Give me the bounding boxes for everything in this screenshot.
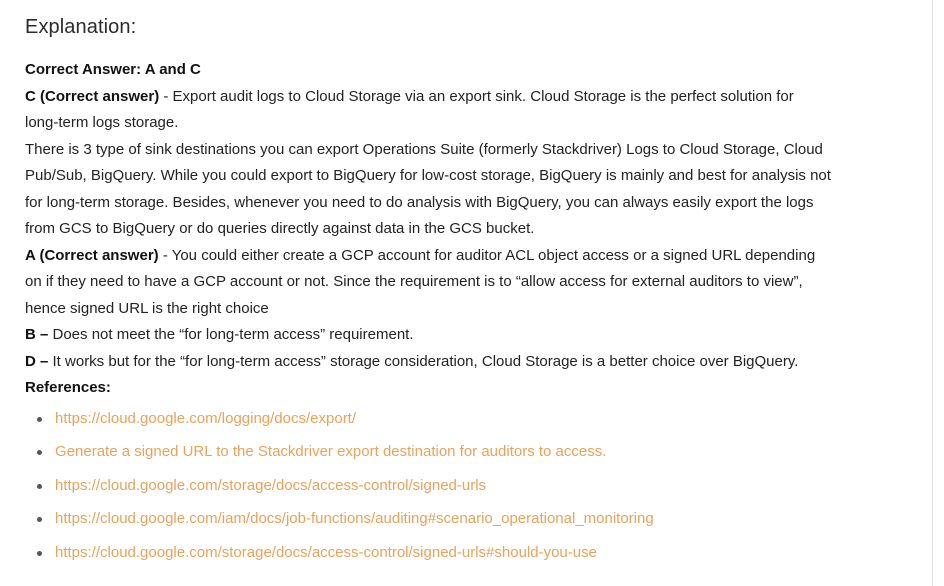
references-list — [25, 406, 885, 574]
option-a-label: A (Correct answer) — [25, 246, 159, 264]
explanation-body — [25, 57, 885, 573]
option-c-text-1: - Export audit logs to Cloud Storage via an export sink. Cloud Storage is the perfect solution for — [159, 87, 794, 105]
option-c-line-1 — [25, 84, 885, 111]
reference-link-iam-auditing[interactable]: https://cloud.google.com/iam/docs/job-functions/auditing#scenario_operational_monitoring — [55, 510, 654, 527]
list-item — [25, 439, 885, 473]
option-b-label: B – — [25, 326, 49, 343]
bullet-icon — [37, 517, 42, 522]
option-d-text: It works but for the “for long-term access” storage consideration, Cloud Storage is a better choice over BigQuery. — [48, 352, 799, 370]
correct-answer-line: Correct Answer: A and C — [25, 61, 201, 78]
reference-link-should-you-use[interactable]: https://cloud.google.com/storage/docs/access-control/signed-urls#should-you-use — [55, 543, 597, 561]
bullet-icon — [37, 551, 42, 556]
option-a-text-1: - You could either create a GCP account for auditor ACL object access or a signed URL depending — [158, 246, 816, 264]
reference-link-signed-urls[interactable]: https://cloud.google.com/storage/docs/access-control/signed-urls — [55, 476, 487, 494]
option-c-label: C (Correct answer) — [25, 87, 160, 105]
reference-link-export[interactable]: https://cloud.google.com/logging/docs/export/ — [55, 409, 357, 427]
option-a-line-3: hence signed URL is the right choice — [25, 299, 269, 317]
references-label: References: — [25, 379, 111, 396]
list-item — [25, 506, 885, 540]
explanation-heading: Explanation: — [25, 16, 137, 38]
bullet-icon — [37, 417, 42, 422]
option-b-text: Does not meet the “for long-term access” requirement. — [48, 326, 414, 343]
option-c-line-2: long-term logs storage. — [25, 114, 179, 131]
option-a-line-1 — [25, 243, 885, 270]
option-d-label: D – — [25, 352, 49, 370]
option-d-line — [25, 349, 885, 376]
sinks-line-3: for long-term storage. Besides, whenever you need to do analysis with BigQuery, you can always easily export the logs — [25, 193, 814, 211]
list-item — [25, 406, 885, 440]
list-item — [25, 540, 885, 574]
list-item — [25, 473, 885, 507]
reference-link-signed-url-guide[interactable]: Generate a signed URL to the Stackdriver export destination for auditors to access. — [55, 443, 607, 460]
sinks-line-4: from GCS to BigQuery or do queries directly against data in the GCS bucket. — [25, 220, 535, 237]
sinks-line-1: There is 3 type of sink destinations you can export Operations Suite (formerly Stackdriver) Logs to Cloud Storage, Cloud — [25, 140, 823, 158]
option-b-line — [25, 322, 885, 349]
option-a-line-2: on if they need to have a GCP account or not. Since the requirement is to “allow access for external auditors to view”, — [25, 273, 803, 290]
bullet-icon — [37, 484, 42, 489]
sinks-line-2: Pub/Sub, BigQuery. While you could export to BigQuery for low-cost storage, BigQuery is mainly and best for analysis not — [25, 167, 831, 184]
bullet-icon — [37, 450, 42, 455]
